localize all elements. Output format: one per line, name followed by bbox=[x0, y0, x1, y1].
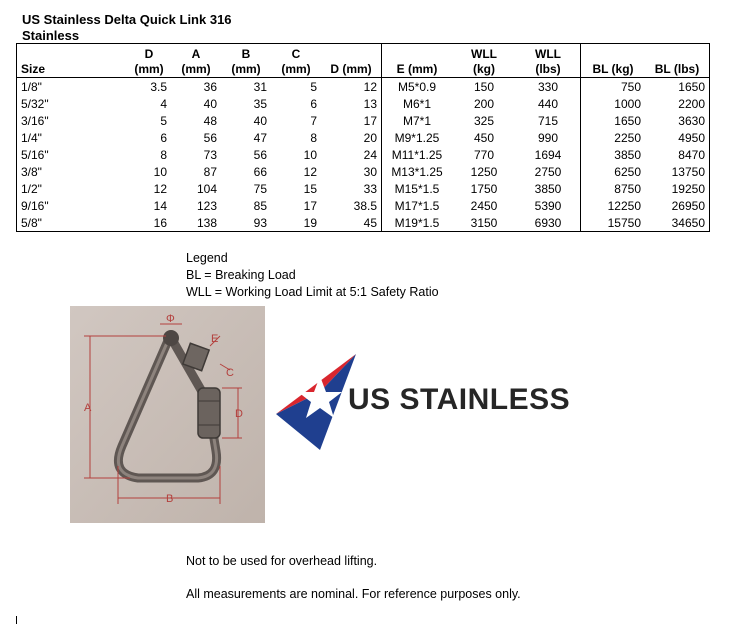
table-row bbox=[17, 129, 710, 146]
cell-bl-lbs: 19250 bbox=[645, 180, 710, 197]
nominal-note: All measurements are nominal. For reference purposes only. bbox=[186, 587, 521, 601]
cell-d-mm: 5 bbox=[160, 113, 167, 128]
document-title-block bbox=[22, 12, 232, 44]
cell-e-mm: M13*1.25 bbox=[391, 164, 443, 179]
page-margin-tick bbox=[16, 616, 17, 624]
legend-heading: Legend bbox=[186, 251, 228, 265]
cell-wll-lbs: 990 bbox=[516, 129, 581, 146]
cell-bl-kg: 750 bbox=[620, 79, 641, 94]
cell-wll-lbs: 3850 bbox=[516, 180, 581, 197]
spec-table bbox=[16, 43, 710, 232]
cell-wll-kg: 150 bbox=[473, 79, 495, 94]
cell-b-mm: 47 bbox=[253, 130, 267, 145]
document-title: US Stainless Delta Quick Link 316 bbox=[22, 12, 232, 27]
cell-d-mm-2: 38.5 bbox=[321, 197, 382, 214]
label-b: B bbox=[166, 493, 174, 505]
cell-e-mm: M11*1.25 bbox=[391, 147, 443, 162]
cell-bl-lbs: 2200 bbox=[645, 95, 710, 112]
cell-d-mm: 12 bbox=[153, 181, 167, 196]
cell-bl-kg: 3850 bbox=[614, 147, 641, 162]
logo-star-icon bbox=[276, 352, 356, 452]
cell-d-mm-2: 20 bbox=[321, 129, 382, 146]
cell-e-mm: M9*1.25 bbox=[394, 130, 440, 145]
header-bl-lbs: BL (lbs) bbox=[645, 44, 710, 78]
cell-e-mm: M5*0.9 bbox=[397, 79, 437, 94]
label-c: C bbox=[226, 367, 234, 379]
cell-d-mm: 14 bbox=[153, 198, 167, 213]
cell-d-mm: 4 bbox=[160, 96, 167, 111]
header-c-mm: C (mm) bbox=[271, 44, 321, 78]
cell-c-mm: 17 bbox=[303, 198, 317, 213]
cell-wll-kg: 2450 bbox=[470, 198, 498, 213]
cell-d-mm-2: 17 bbox=[321, 112, 382, 129]
cell-e-mm: M7*1 bbox=[402, 113, 431, 128]
cell-wll-lbs: 5390 bbox=[516, 197, 581, 214]
cell-a-mm: 123 bbox=[196, 198, 217, 213]
cell-d-mm-2: 45 bbox=[321, 214, 382, 232]
cell-bl-lbs: 3630 bbox=[645, 112, 710, 129]
cell-wll-kg: 1250 bbox=[470, 164, 498, 179]
label-phi: Φ bbox=[166, 313, 175, 325]
cell-c-mm: 5 bbox=[310, 79, 317, 94]
cell-size: 9/16" bbox=[17, 197, 128, 214]
cell-b-mm: 31 bbox=[253, 79, 267, 94]
legend bbox=[186, 250, 439, 301]
label-a: A bbox=[84, 402, 92, 414]
cell-d-mm-2: 13 bbox=[321, 95, 382, 112]
cell-a-mm: 48 bbox=[203, 113, 217, 128]
cell-wll-kg: 200 bbox=[473, 96, 495, 111]
cell-a-mm: 56 bbox=[203, 130, 217, 145]
cell-wll-lbs: 715 bbox=[516, 112, 581, 129]
overhead-warning: Not to be used for overhead lifting. bbox=[186, 554, 378, 568]
table-row bbox=[17, 214, 710, 232]
header-e-mm: E (mm) bbox=[382, 44, 453, 78]
cell-c-mm: 7 bbox=[310, 113, 317, 128]
cell-bl-lbs: 1650 bbox=[645, 78, 710, 96]
cell-a-mm: 40 bbox=[203, 96, 217, 111]
cell-c-mm: 12 bbox=[303, 164, 317, 179]
cell-wll-lbs: 330 bbox=[516, 78, 581, 96]
cell-c-mm: 10 bbox=[303, 147, 317, 162]
cell-wll-lbs: 440 bbox=[516, 95, 581, 112]
cell-b-mm: 66 bbox=[253, 164, 267, 179]
header-d-mm: D (mm) bbox=[127, 44, 171, 78]
legend-wll: WLL = Working Load Limit at 5:1 Safety Ratio bbox=[186, 285, 439, 299]
cell-bl-kg: 1000 bbox=[614, 96, 641, 111]
header-bl-kg: BL (kg) bbox=[581, 44, 646, 78]
delta-link-diagram bbox=[70, 306, 265, 523]
table-row bbox=[17, 163, 710, 180]
table-row bbox=[17, 112, 710, 129]
document-subtitle: Stainless bbox=[22, 28, 80, 43]
cell-d-mm: 3.5 bbox=[150, 79, 167, 94]
cell-b-mm: 35 bbox=[253, 96, 267, 111]
cell-d-mm-2: 24 bbox=[321, 146, 382, 163]
cell-wll-kg: 3150 bbox=[452, 214, 516, 232]
cell-b-mm: 75 bbox=[253, 181, 267, 196]
cell-d-mm-2: 12 bbox=[321, 78, 382, 96]
cell-a-mm: 36 bbox=[203, 79, 217, 94]
cell-e-mm: M6*1 bbox=[402, 96, 431, 111]
cell-wll-lbs: 1694 bbox=[516, 146, 581, 163]
cell-c-mm: 6 bbox=[310, 96, 317, 111]
table-row bbox=[17, 180, 710, 197]
cell-b-mm: 40 bbox=[253, 113, 267, 128]
header-size: Size bbox=[17, 44, 128, 78]
header-d-mm-2: D (mm) bbox=[321, 44, 382, 78]
cell-bl-lbs: 26950 bbox=[645, 197, 710, 214]
table-row bbox=[17, 197, 710, 214]
table-header-row bbox=[17, 44, 710, 78]
cell-b-mm: 93 bbox=[221, 214, 271, 232]
cell-d-mm: 6 bbox=[160, 130, 167, 145]
header-b-mm: B (mm) bbox=[221, 44, 271, 78]
delta-link-drawing bbox=[70, 306, 265, 523]
cell-bl-lbs: 8470 bbox=[645, 146, 710, 163]
label-d: D bbox=[235, 408, 243, 420]
cell-wll-lbs: 6930 bbox=[516, 214, 581, 232]
header-a-mm: A (mm) bbox=[171, 44, 221, 78]
cell-a-mm: 104 bbox=[196, 181, 217, 196]
cell-d-mm: 8 bbox=[160, 147, 167, 162]
header-wll-lbs: WLL (lbs) bbox=[516, 44, 581, 78]
cell-b-mm: 56 bbox=[253, 147, 267, 162]
cell-size: 1/4" bbox=[17, 129, 128, 146]
cell-d-mm-2: 33 bbox=[321, 180, 382, 197]
cell-bl-kg: 8750 bbox=[614, 181, 641, 196]
cell-size: 5/8" bbox=[17, 214, 128, 232]
legend-bl: BL = Breaking Load bbox=[186, 268, 296, 282]
table-row bbox=[17, 78, 710, 96]
logo-text: US STAINLESS bbox=[348, 383, 571, 416]
cell-size: 5/32" bbox=[17, 95, 128, 112]
cell-size: 1/2" bbox=[17, 180, 128, 197]
cell-bl-lbs: 13750 bbox=[645, 163, 710, 180]
cell-wll-kg: 450 bbox=[473, 130, 495, 145]
table-row bbox=[17, 146, 710, 163]
cell-wll-lbs: 2750 bbox=[516, 163, 581, 180]
pin-head bbox=[163, 330, 179, 346]
label-e: E bbox=[211, 333, 219, 345]
cell-d-mm-2: 30 bbox=[321, 163, 382, 180]
cell-size: 5/16" bbox=[17, 146, 128, 163]
cell-size: 3/8" bbox=[17, 163, 128, 180]
cell-size: 3/16" bbox=[17, 112, 128, 129]
header-wll-kg: WLL (kg) bbox=[452, 44, 516, 78]
cell-c-mm: 15 bbox=[303, 181, 317, 196]
cell-a-mm: 87 bbox=[203, 164, 217, 179]
cell-d-mm: 10 bbox=[153, 164, 167, 179]
cell-d-mm: 16 bbox=[127, 214, 171, 232]
cell-e-mm: M17*1.5 bbox=[394, 198, 440, 213]
cell-a-mm: 138 bbox=[171, 214, 221, 232]
cell-bl-kg: 15750 bbox=[581, 214, 646, 232]
cell-bl-kg: 12250 bbox=[607, 198, 641, 213]
cell-c-mm: 8 bbox=[310, 130, 317, 145]
cell-b-mm: 85 bbox=[253, 198, 267, 213]
cell-bl-kg: 1650 bbox=[614, 113, 641, 128]
cell-e-mm: M19*1.5 bbox=[382, 214, 453, 232]
cell-wll-kg: 770 bbox=[473, 147, 495, 162]
cell-a-mm: 73 bbox=[203, 147, 217, 162]
table-row bbox=[17, 95, 710, 112]
cell-bl-kg: 6250 bbox=[614, 164, 641, 179]
cell-bl-lbs: 4950 bbox=[645, 129, 710, 146]
sleeve-d bbox=[198, 388, 220, 438]
cell-e-mm: M15*1.5 bbox=[394, 181, 440, 196]
cell-bl-lbs: 34650 bbox=[645, 214, 710, 232]
cell-bl-kg: 2250 bbox=[614, 130, 641, 145]
cell-c-mm: 19 bbox=[271, 214, 321, 232]
cell-wll-kg: 1750 bbox=[470, 181, 498, 196]
cell-wll-kg: 325 bbox=[473, 113, 495, 128]
cell-size: 1/8" bbox=[17, 78, 128, 96]
